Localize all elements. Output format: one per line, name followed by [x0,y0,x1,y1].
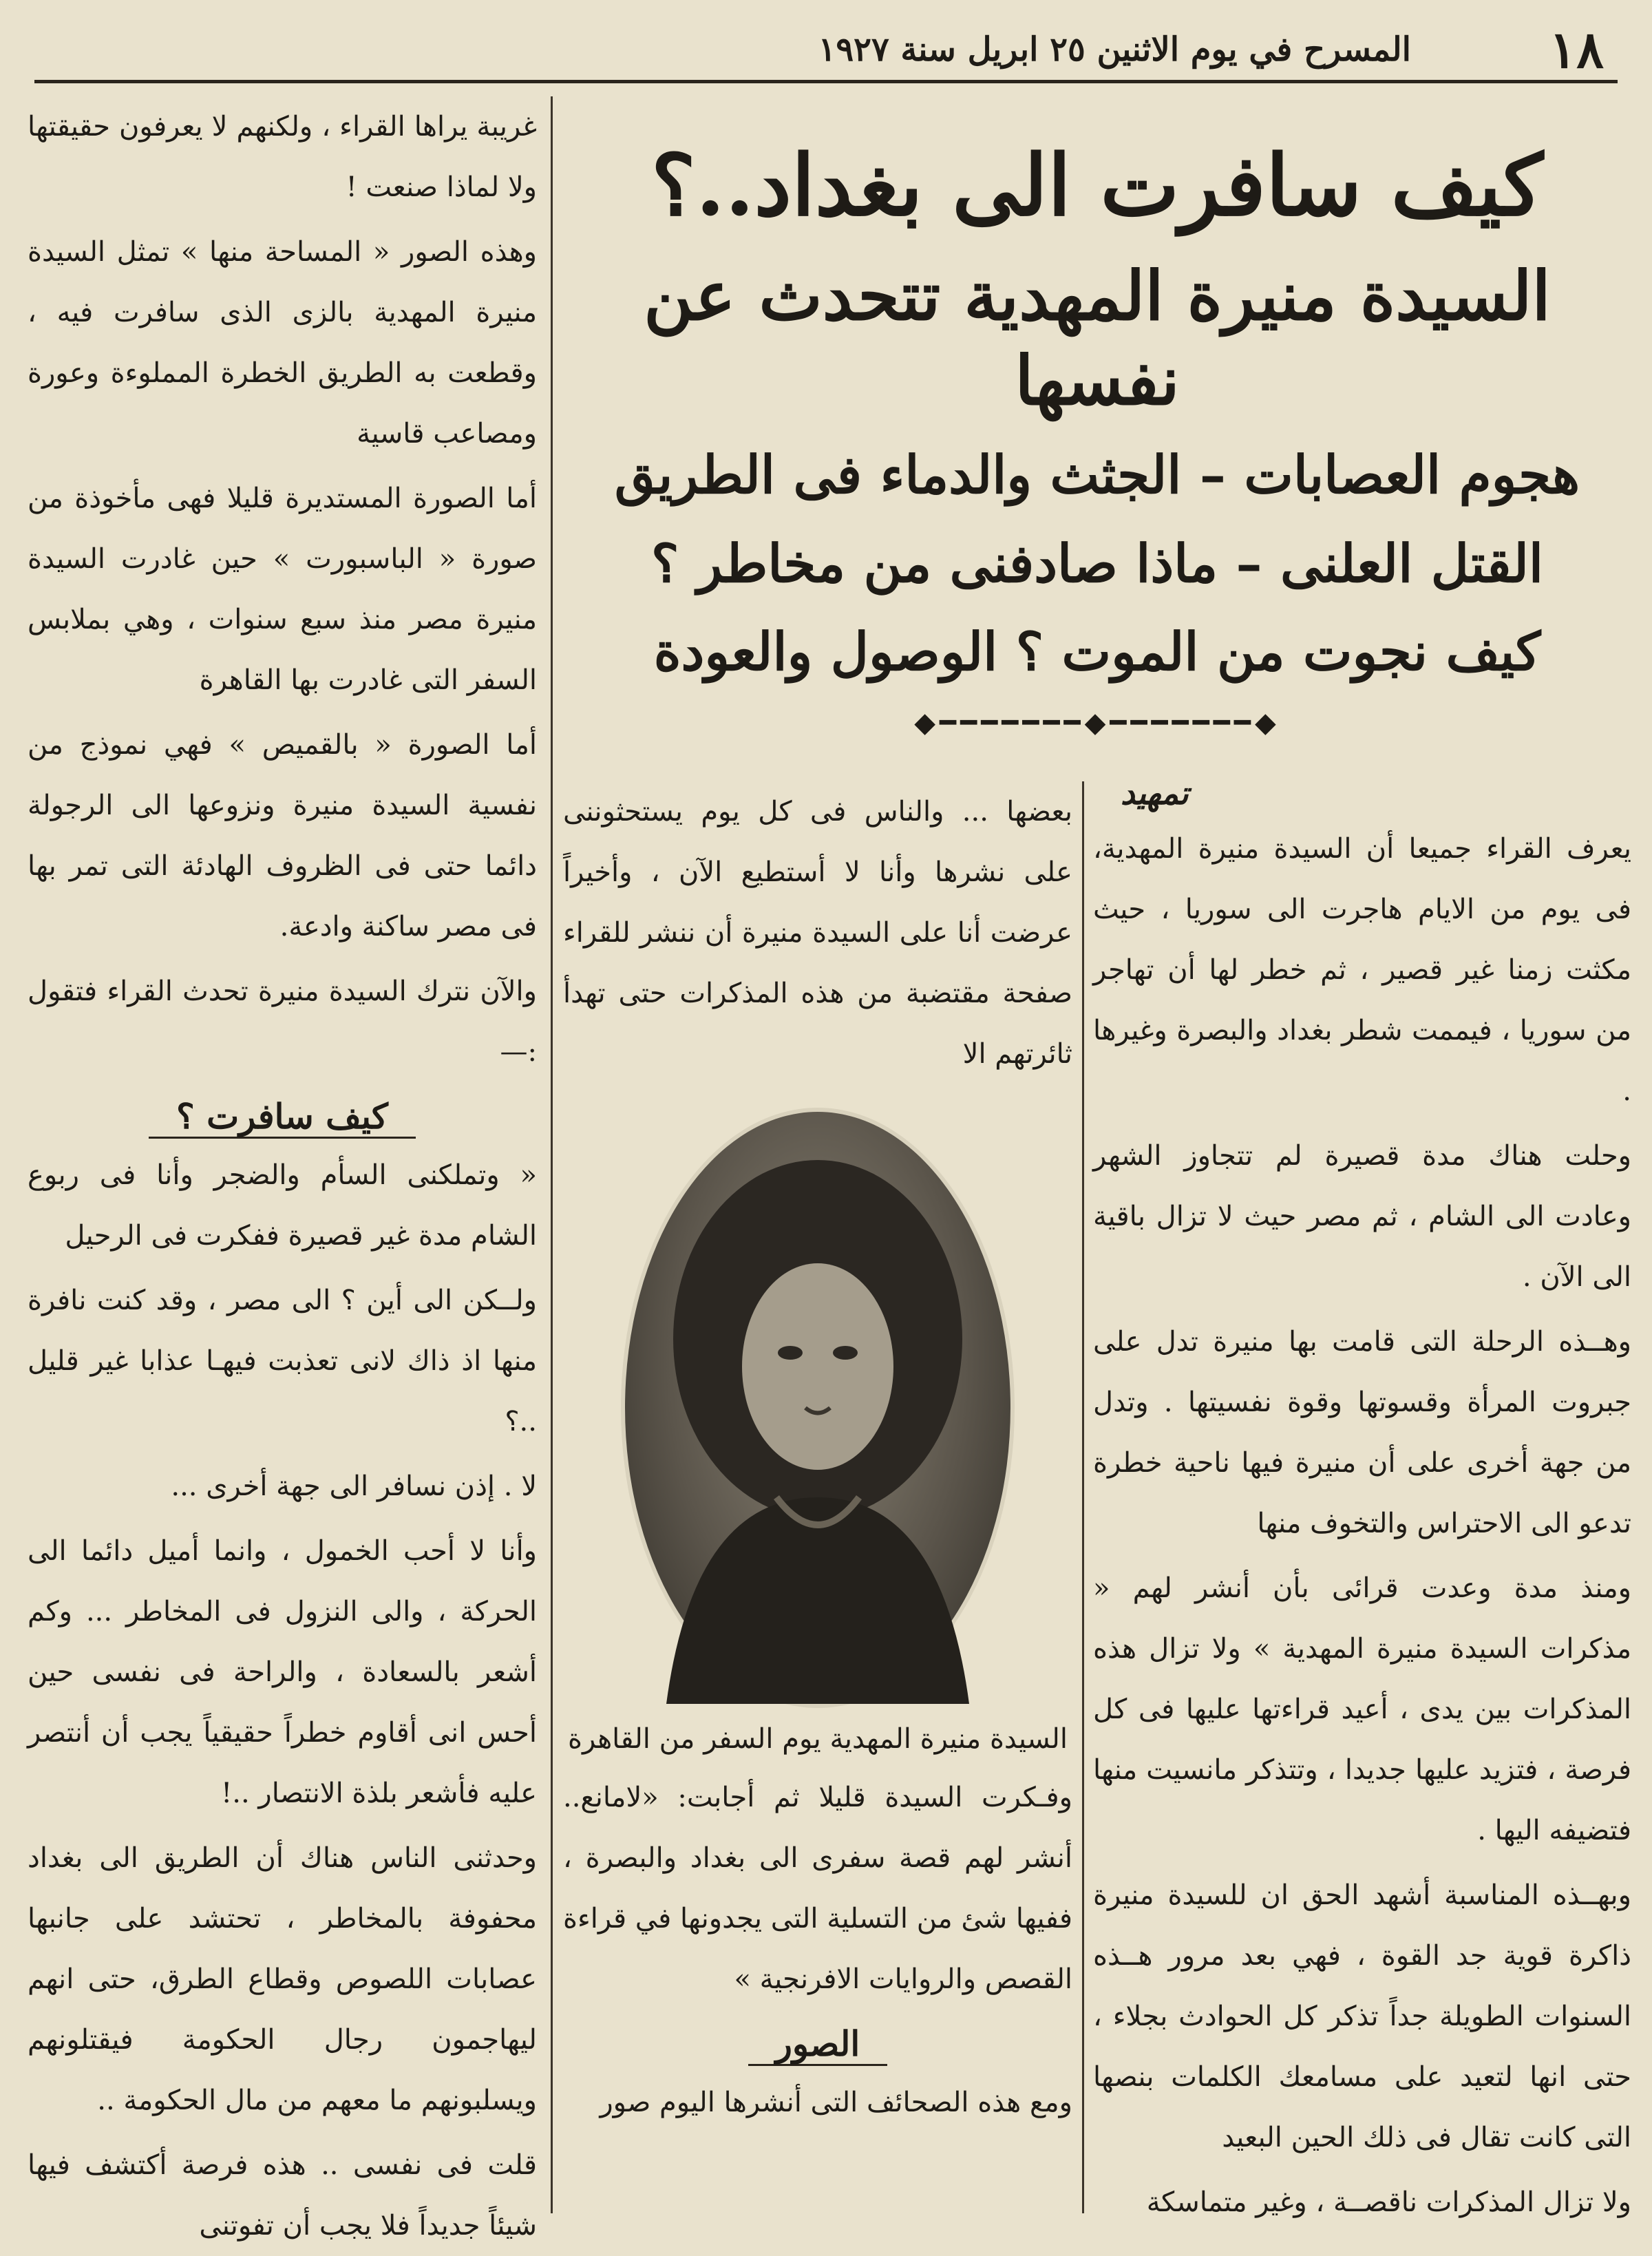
paragraph: وحلت هناك مدة قصيرة لم تتجاوز الشهر وعادت الى الشام ، ثم مصر حيث لا تزال باقية الى الآن . [1093,1140,1631,1293]
header-dateline: المسرح في يوم الاثنين ٢٥ ابريل سنة ١٩٢٧ [818,30,1411,69]
paragraph: « وتملكنى السأم والضجر وأنا فى ربوع الشام مدة غير قصيرة ففكرت فى الرحيل [28,1159,537,1252]
headline-line: كيف نجوت من الموت ؟ الوصول والعودة [653,621,1541,683]
paragraph: يعرف القراء جميعا أن السيدة منيرة المهدية، فى يوم من الايام هاجرت الى سوريا ، حيث مكثت زمنا غير قصير ، ثم خطر لها أن تهاجر من سوريا ، فيممت شطر بغداد والبصرة وغيرها . [1093,833,1631,1107]
paragraph: أما الصورة « بالقميص » فهي نموذج من نفسية السيدة منيرة ونزوعها الى الرجولة دائما حتى فى الظروف الهادئة التى تمر بها فى مصر ساكنة وادعة. [28,729,537,942]
column-divider [1082,781,1084,2213]
section-heading [28,1096,537,1137]
paragraph: بعضها ... والناس فى كل يوم يستحثوننى على نشرها وأنا لا أستطيع الآن ، وأخيراً عرضت أنا على السيدة منيرة أن ننشر للقراء صفحة مقتضبة من هذه المذكرات حتى تهدأ ثائرتهم الا [563,796,1072,1070]
paragraph: غريبة يراها القراء ، ولكنهم لا يعرفون حقيقتها ولا لماذا صنعت ! [28,111,537,203]
paragraph: ولا تزال المذكرات ناقصــة ، وغير متماسكة [1146,2186,1631,2218]
section-heading [563,2023,1072,2064]
portrait-silhouette [625,1112,1010,1704]
photo-caption: السيدة منيرة المهدية يوم السفر من القاهرة [568,1723,1068,1755]
paragraph: وهذه الصور « المساحة منها » تمثل السيدة منيرة المهدية بالزى الذى سافرت فيه ، وقطعت به الطريق الخطرة المملوءة وعورة ومصاعب قاسية [28,236,537,450]
left-column [28,96,538,2242]
headline-line: القتل العلنى – ماذا صادفنى من مخاطر ؟ [650,532,1543,594]
paragraph: وفـكرت السيدة قليلا ثم أجابت: «لامانع.. أنشر لهم قصة سفرى الى بغداد والبصرة ، ففيها شئ من التسلية التى يجدونها في قراءة القصص والروايات الافرنجية » [563,1782,1072,1995]
paragraph: ومع هذه الصحائف التى أنشرها اليوم صور [600,2087,1072,2118]
paragraph: وبهــذه المناسبة أشهد الحق ان للسيدة منيرة ذاكرة قوية جد القوة ، فهي بعد مرور هــذه السنوات الطويلة جداً تذكر كل الحوادث بجلاء ، حتى انها لتعيد على مسامعك الكلمات بنصها التى كانت تقال فى ذلك الحين البعيد [1093,1879,1631,2153]
portrait-image [621,1108,1015,1708]
section-heading-text: الصور [748,2023,887,2066]
paragraph: ومنذ مدة وعدت قرائى بأن أنشر لهم « مذكرات السيدة منيرة المهدية » ولا تزال هذه المذكرات بين يدى ، أعيد قراءتها عليها فى كل فرصة ، فتزيد عليها جديدا ، وتتذكر مانسيت منها فتضيفه اليها . [1093,1572,1632,1846]
header-rule [34,80,1618,83]
column-divider [551,96,553,2213]
headline-line: هجوم العصابات – الجثث والدماء فى الطريق [614,444,1580,506]
paragraph: ولــكن الى أين ؟ الى مصر ، وقد كنت نافرة منها اذ ذاك لانى تعذبت فيهـا عذابا غير قليل ..؟ [28,1285,537,1437]
sub-headline: السيدة منيرة المهدية تتحدث عن نفسها [644,257,1551,421]
middle-column [563,781,1072,2213]
section-heading-text: كيف سافرت ؟ [149,1096,416,1139]
main-headline: كيف سافرت الى بغداد..؟ [650,136,1543,235]
paragraph: وهــذه الرحلة التى قامت بها منيرة تدل على جبروت المرأة وقسوتها وقوة نفسيتها . وتدل من جهة أخرى على أن منيرة فيها ناحية خطرة تدعو الى الاحتراس والتخوف منها [1093,1326,1631,1539]
paragraph: قلت فى نفسى .. هذه فرصة أكتشف فيها شيئاً جديداً فلا يجب أن تفوتنى [28,2149,537,2242]
intro-label: تمهيد [1121,774,1189,812]
right-column [1093,96,1632,2218]
ornament-divider: ◆━━━━━━━◆━━━━━━━◆ [914,706,1280,739]
paragraph: وحدثنى الناس هناك أن الطريق الى بغداد محفوفة بالمخاطر ، تحتشد على جانبها عصابات اللصوص وقطاع الطرق، حتى انهم ليهاجمون رجال الحكومة فيقتلونهم ويسلبونهم ما معهم من مال الحكومة .. [28,1842,537,2116]
paragraph: لا . إذن نسافر الى جهة أخرى ... [171,1470,537,1502]
paragraph: وأنا لا أحب الخمول ، وانما أميل دائما الى الحركة ، والى النزول فى المخاطر ... وكم أشعر بالسعادة ، والراحة فى نفسى حين أحس انى أقاوم خطراً حقيقياً يجب أن أنتصر عليه فأشعر بلذة الانتصار ..! [28,1535,538,1809]
portrait-photo [563,1108,1072,1711]
paragraph: والآن نترك السيدة منيرة تحدث القراء فتقول :— [28,976,537,1068]
page-number: ١٨ [1549,21,1604,80]
page-header [34,12,1618,80]
paragraph: أما الصورة المستديرة قليلا فهى مأخوذة من صورة « الباسبورت » حين غادرت السيدة منيرة مصر منذ سبع سنوات ، وهي بملابس السفر التى غادرت بها القاهرة [28,483,537,696]
